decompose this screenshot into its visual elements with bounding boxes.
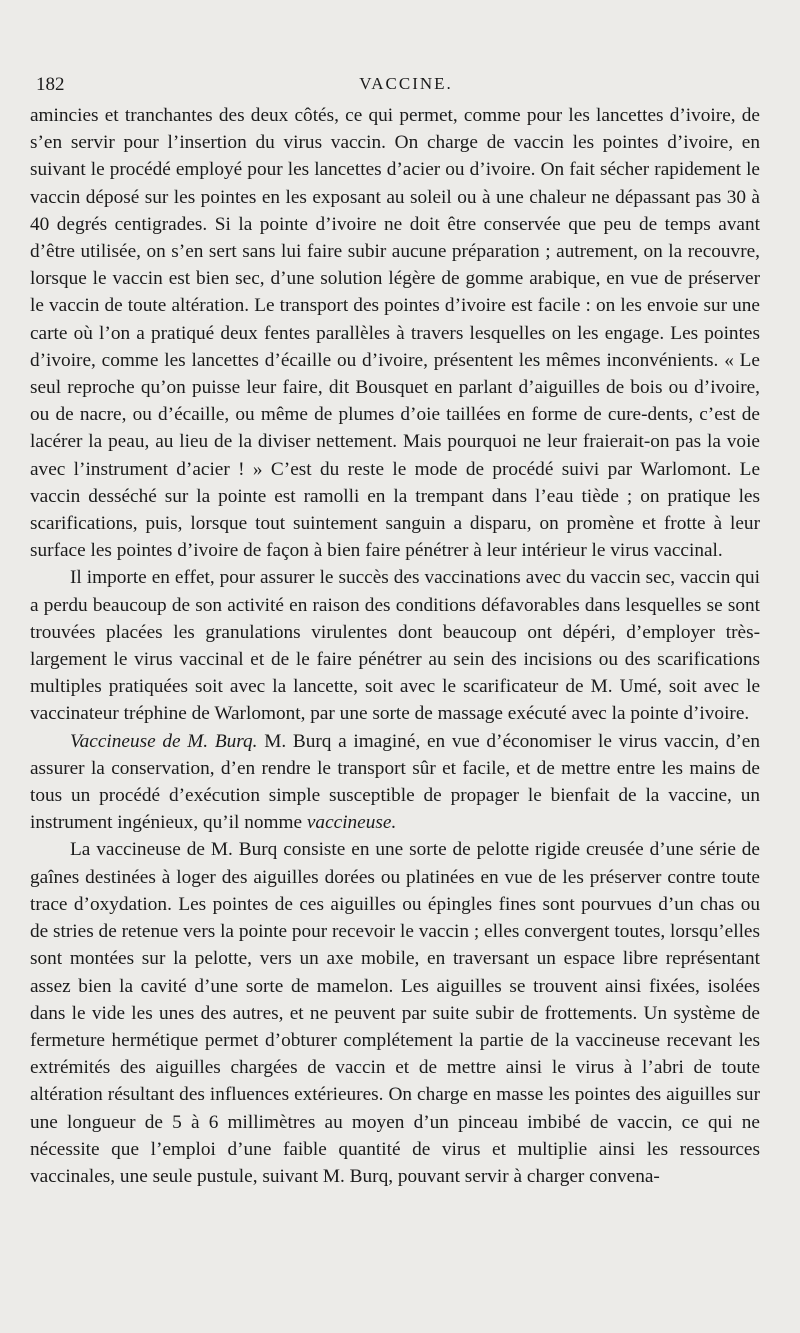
paragraph-1: amincies et tranchantes des deux côtés, ce qui permet, comme pour les lancettes d’ivoire, de s’en servir pour l’insertion du virus vaccin. On charge de vaccin les pointes d’ivoire, en suivant le procédé employé pour les lancettes d’acier ou d’ivoire. On fait sécher rapidement le vaccin déposé sur les pointes en les exposant au soleil ou à une chaleur ne dépassant pas 30 à 40 degrés centigrades. Si la pointe d’ivoire ne doit être conservée que peu de temps avant d’être utilisée, on s’en sert sans lui faire subir aucune préparation ; autrement, on la recouvre, lorsque le vaccin est bien sec, d’une solution légère de gomme arabique, en vue de préserver le vaccin de toute altération. Le transport des pointes d’ivoire est facile : on les envoie sur une carte où l’on a pratiqué deux fentes parallèles à travers lesquelles on les engage. Les pointes d’ivoire, comme les lancettes d’écaille ou d’ivoire, présentent les mêmes inconvénients. « Le seul reproche qu’on puisse leur faire, dit Bousquet en parlant d’aiguilles de bois ou d’ivoire, ou de nacre, ou d’écaille, ou même de plumes d’oie taillées en forme de cure-dents, c’est de lacérer la peau, au lieu de la diviser nettement. Mais pourquoi ne leur fraierait-on pas la voie avec l’instrument d’acier ! » C’est du reste le mode de procédé suivi par Warlomont. Le vaccin desséché sur la pointe est ramolli en la trempant dans l’eau tiède ; on pratique les scarifications, puis, lorsque tout suintement sanguin a disparu, on promène et frotte à leur surface les pointes d’ivoire de façon à bien faire pénétrer à leur intérieur le virus vaccinal. — [30, 105, 760, 562]
page-number: 182 — [36, 74, 65, 95]
paragraph-3-text: M. Burq a imaginé, en vue d’économiser le virus vaccin, d’en assurer la conservation, d’en rendre le transport sûr et facile, et de mettre entre les mains de tous un procédé d’exécution simple susceptible de propager le bienfait de la vaccine, un instrument ingénieux, qu’il nomme — [30, 730, 760, 834]
paragraph-4: La vaccineuse de M. Burq consiste en une sorte de pelotte rigide creusée d’une série de gaînes destinées à loger des aiguilles dorées ou platinées en vue de les préserver contre toute trace d’oxydation. Les pointes de ces aiguilles ou épingles fines sont pourvues d’un chas ou de stries de retenue vers la pointe pour recevoir le vaccin ; elles convergent toutes, lorsqu’elles sont montées sur la pelotte, vers un axe mobile, en traversant un espace libre représentant assez bien la cavité d’une sorte de mamelon. Les aiguilles se trouvent ainsi fixées, isolées dans le vide les unes des autres, et ne peuvent par suite subir de frottements. Un système de fermeture hermétique permet d’obturer complétement la partie de la vaccineuse recevant les extrémités des aiguilles chargées de vaccin et de mettre ainsi le virus à l’abri de toute altération résultant des influences extérieures. On charge en masse les pointes des aiguilles sur une longueur de 5 à 6 millimètres au moyen d’un pinceau imbibé de vaccin, ce qui ne nécessite que l’emploi d’une faible quantité de virus et multiplie ainsi les ressources vaccinales, une seule pustule, suivant M. Burq, pouvant servir à charger convena- — [30, 839, 760, 1187]
body-text — [30, 102, 760, 1190]
paragraph-2: Il importe en effet, pour assurer le succès des vaccinations avec du vaccin sec, vaccin qui a perdu beaucoup de son activité en raison des conditions défavorables dans lesquelles se sont trouvées placées les granulations virulentes dont beaucoup ont dépéri, d’employer très-largement le virus vaccinal et de le faire pénétrer au sein des incisions ou des scarifications multiples pratiquées soit avec la lancette, soit avec le scarificateur de M. Umé, soit avec le vaccinateur tréphine de Warlomont, par une sorte de massage exécuté avec la pointe d’ivoire. — [30, 567, 760, 725]
section-runin-heading: Vaccineuse de M. Burq. — [70, 730, 258, 752]
running-title: VACCINE. — [359, 74, 453, 93]
term-vaccineuse: vaccineuse. — [306, 812, 397, 834]
page-header — [36, 74, 776, 100]
paragraph-3 — [30, 728, 760, 837]
